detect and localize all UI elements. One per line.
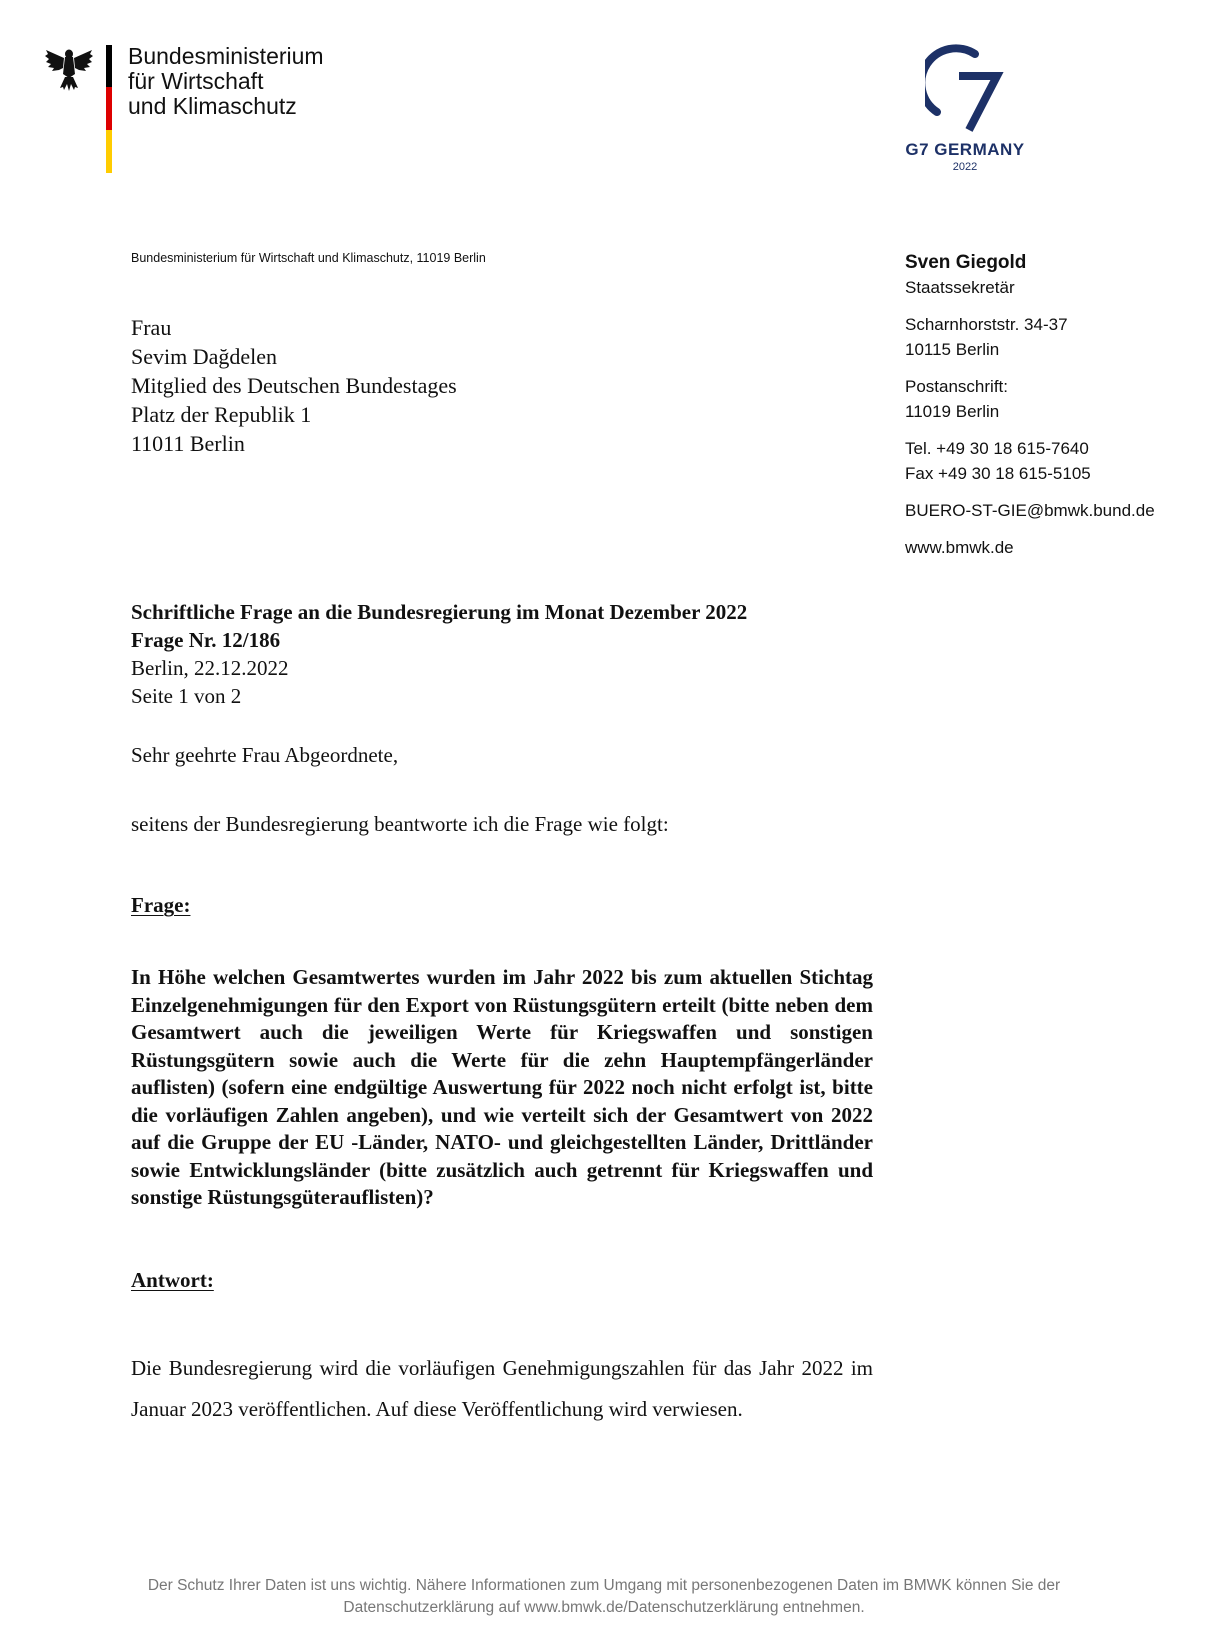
question-number: Frage Nr. 12/186 xyxy=(131,628,281,652)
sender-info-column xyxy=(905,250,1195,560)
ministry-name-line-1: Bundesministerium xyxy=(128,43,324,69)
ministry-name xyxy=(128,44,324,119)
answer-text: Die Bundesregierung wird die vorläufigen Genehmigungszahlen für das Jahr 2022 im Januar 2023 veröffentlichen. Auf diese Veröffentlichung wird verwiesen. xyxy=(131,1356,873,1421)
subject-block xyxy=(131,598,747,710)
page-indicator: Seite 1 von 2 xyxy=(131,684,242,708)
postal-label: Postanschrift: xyxy=(905,377,1008,396)
question-text: In Höhe welchen Gesamtwertes wurden im Jahr 2022 bis zum aktuellen Stichtag Einzelgenehmigungen für den Export von Rüstungsgütern erteilt (bitte neben dem Gesamtwert auch die jeweiligen Werte für Kriegswaffen und sonstigen Rüstungsgütern sowie auch die Werte für die zehn Hauptempfängerländer auflisten) (sofern eine endgültige Auswertung für 2022 noch nicht erfolgt ist, bitte die vorläufigen Zahlen angeben), und wie verteilt sich der Gesamtwert von 2022 auf die Gruppe der EU -Länder, NATO- und gleichgestellten Länder, Drittländer sowie Entwicklungsländer (bitte zusätzlich auch getrennt für Kriegswaffen und sonstige Rüstungsgüterauflisten)? xyxy=(131,965,873,1209)
salutation: Sehr geehrte Frau Abgeordnete, xyxy=(131,743,399,767)
g7-title: G7 GERMANY xyxy=(905,140,1025,159)
footer-line-1: Der Schutz Ihrer Daten ist uns wichtig. Nähere Informationen zum Umgang mit personenbezogenen Daten im BMWK können Sie der xyxy=(147,1577,1061,1594)
federal-eagle-icon xyxy=(44,44,94,92)
recipient-line: Frau xyxy=(131,315,172,340)
sender-street: Scharnhorststr. 34-37 xyxy=(905,315,1068,334)
recipient-line: 11011 Berlin xyxy=(131,431,245,456)
sender-name: Sven Giegold xyxy=(905,252,1027,273)
recipient-line: Platz der Republik 1 xyxy=(131,402,312,427)
g7-year: 2022 xyxy=(952,161,978,173)
ministry-name-line-3: und Klimaschutz xyxy=(128,93,297,119)
flag-bar xyxy=(106,45,112,173)
subject-title: Schriftliche Frage an die Bundesregierung im Monat Dezember 2022 xyxy=(131,600,748,624)
sender-city: 10115 Berlin xyxy=(905,340,1000,359)
question-heading: Frage: xyxy=(131,893,191,917)
sender-email[interactable]: BUERO-ST-GIE@bmwk.bund.de xyxy=(905,501,1155,520)
sender-tel: Tel. +49 30 18 615-7640 xyxy=(905,439,1089,458)
footer-line-2: Datenschutzerklärung auf www.bmwk.de/Datenschutzerklärung entnehmen. xyxy=(343,1599,865,1616)
answer-heading: Antwort: xyxy=(131,1268,214,1292)
postal-city: 11019 Berlin xyxy=(905,402,1000,421)
sender-title: Staatssekretär xyxy=(905,278,1015,297)
intro-sentence: seitens der Bundesregierung beantworte ich die Frage wie folgt: xyxy=(131,812,669,836)
ministry-name-line-2: für Wirtschaft xyxy=(128,68,264,94)
g7-logo-icon xyxy=(925,44,1005,134)
recipient-address xyxy=(131,313,457,458)
recipient-line: Sevim Dağdelen xyxy=(131,344,278,369)
privacy-footer xyxy=(104,1575,1104,1619)
letter-date: Berlin, 22.12.2022 xyxy=(131,656,289,680)
recipient-line: Mitglied des Deutschen Bundestages xyxy=(131,373,457,398)
sender-fax: Fax +49 30 18 615-5105 xyxy=(905,464,1091,483)
sender-return-line: Bundesministerium für Wirtschaft und Klimaschutz, 11019 Berlin xyxy=(131,251,486,265)
sender-website[interactable]: www.bmwk.de xyxy=(905,538,1014,557)
